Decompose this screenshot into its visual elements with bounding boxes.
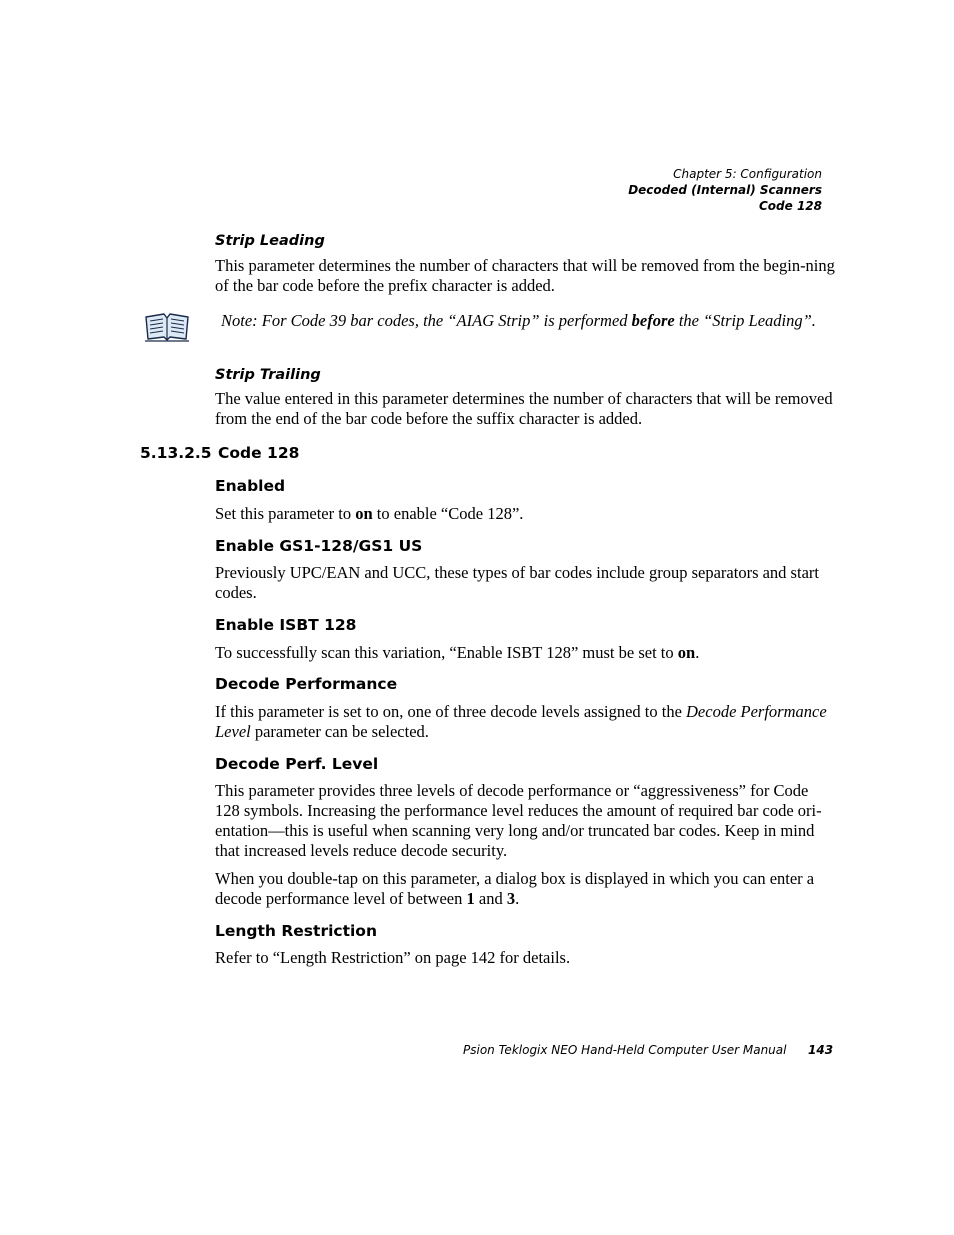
length-restriction-heading: Length Restriction: [215, 922, 377, 940]
gs1-heading: Enable GS1-128/GS1 US: [215, 537, 423, 555]
section-number: 5.13.2.5: [140, 444, 212, 462]
section-title: Code 128: [218, 444, 300, 462]
decode-perf-level-text1: This parameter provides three levels of decode performance or “aggressiveness” for Code 128 symbols. Increasing the performance level reduces the amount of required bar code ori-entation—this is useful when scanning very long and/or truncated bar codes. Keep in mind that increased levels reduce decode security.: [215, 781, 822, 860]
isbt-text: [215, 643, 835, 663]
decode-perf-level-text2: [215, 869, 835, 909]
enabled-text-b: to enable “Code 128”.: [372, 504, 524, 523]
isbt-bold: on: [677, 643, 696, 662]
footer-title: Psion Teklogix NEO Hand-Held Computer User Manual: [463, 1043, 787, 1057]
enabled-text-a: Set this parameter to: [215, 504, 356, 523]
header-section: Decoded (Internal) Scanners: [628, 183, 822, 197]
strip-leading-text: This parameter determines the number of characters that will be removed from the begin-ning of the bar code before the prefix character is added.: [215, 256, 835, 295]
strip-trailing-heading: Strip Trailing: [215, 367, 321, 383]
decode-performance-text-b: parameter can be selected.: [250, 722, 429, 741]
decode-performance-text-a: If this parameter is set to on, one of three decode levels assigned to the: [215, 702, 687, 721]
header-chapter: Chapter 5: Configuration: [673, 167, 822, 181]
decode-performance-text: [215, 702, 835, 742]
decode-perf-level-text2-b: and: [474, 889, 507, 908]
gs1-text: Previously UPC/EAN and UCC, these types of bar codes include group separators and start codes.: [215, 563, 819, 602]
isbt-heading: Enable ISBT 128: [215, 616, 357, 634]
running-header: [628, 166, 822, 214]
strip-trailing-text: The value entered in this parameter determines the number of characters that will be removed from the end of the bar code before the suffix character is added.: [215, 389, 833, 428]
enabled-bold: on: [355, 504, 373, 523]
note-text: [221, 311, 861, 331]
isbt-text-b: .: [695, 643, 700, 662]
decode-perf-level-text2-c: .: [515, 889, 520, 908]
decode-perf-level-bold2: 3: [506, 889, 516, 908]
enabled-heading: Enabled: [215, 477, 286, 495]
page-number: 143: [808, 1043, 834, 1057]
decode-perf-level-heading: Decode Perf. Level: [215, 755, 379, 773]
decode-performance-heading: Decode Performance: [215, 675, 398, 693]
isbt-text-a: To successfully scan this variation, “Enable ISBT 128” must be set to: [215, 643, 678, 662]
length-restriction-text: Refer to “Length Restriction” on page 142 for details.: [215, 948, 571, 967]
note-suffix: the “Strip Leading”.: [674, 311, 816, 330]
section-heading: [140, 444, 299, 462]
note-prefix: Note: For Code 39 bar codes, the “AIAG Strip” is performed: [221, 311, 632, 330]
header-subsection: Code 128: [758, 199, 822, 213]
open-book-icon: [144, 311, 190, 343]
note-bold: before: [631, 311, 675, 330]
decode-perf-level-bold1: 1: [466, 889, 475, 908]
strip-leading-heading: Strip Leading: [215, 233, 325, 249]
enabled-text: [215, 504, 835, 524]
decode-performance-italic: Decode Performance Level: [215, 702, 827, 741]
decode-perf-level-text2-a: When you double-tap on this parameter, a dialog box is displayed in which you can enter a decode performance level of between: [215, 869, 815, 908]
